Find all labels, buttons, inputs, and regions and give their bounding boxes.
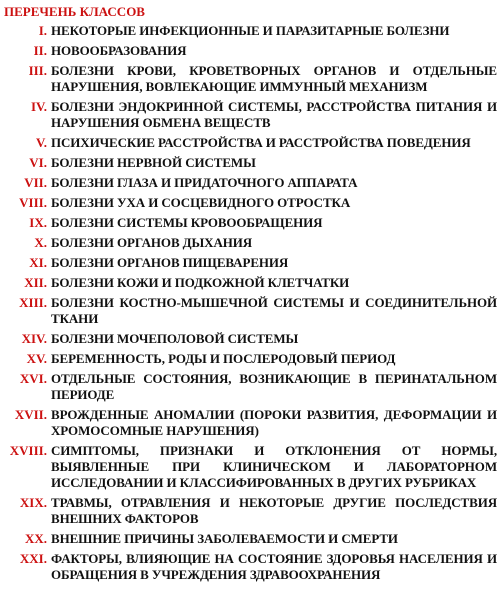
class-title: БОЛЕЗНИ ОРГАНОВ ДЫХАНИЯ <box>51 235 253 250</box>
class-title: НЕКОТОРЫЕ ИНФЕКЦИОННЫЕ И ПАРАЗИТАРНЫЕ БОЛЕЗНИ <box>51 23 450 38</box>
list-item <box>0 551 503 583</box>
list-item <box>0 175 503 191</box>
list-item <box>0 155 503 171</box>
class-title: БОЛЕЗНИ НЕРВНОЙ СИСТЕМЫ <box>51 155 256 170</box>
list-item <box>0 255 503 271</box>
roman-numeral: IV. <box>30 99 47 114</box>
roman-numeral: VII. <box>24 175 47 190</box>
class-title: ВРОЖДЕННЫЕ АНОМАЛИИ (ПОРОКИ РАЗВИТИЯ, ДЕФОРМАЦИИ И ХРОМОСОМНЫЕ НАРУШЕНИЯ) <box>51 407 497 438</box>
list-item <box>0 495 503 527</box>
roman-numeral: XXI. <box>19 551 47 566</box>
list-item <box>0 351 503 367</box>
class-title: БОЛЕЗНИ УХА И СОСЦЕВИДНОГО ОТРОСТКА <box>51 195 351 210</box>
class-title: БОЛЕЗНИ ОРГАНОВ ПИЩЕВАРЕНИЯ <box>51 255 289 270</box>
roman-numeral: I. <box>38 23 47 38</box>
list-item <box>0 99 503 131</box>
roman-numeral: VI. <box>29 155 47 170</box>
roman-numeral: XI. <box>29 255 47 270</box>
class-title: ОТДЕЛЬНЫЕ СОСТОЯНИЯ, ВОЗНИКАЮЩИЕ В ПЕРИНАТАЛЬНОМ ПЕРИОДЕ <box>51 371 497 402</box>
roman-numeral: II. <box>33 43 47 58</box>
roman-numeral: VIII. <box>19 195 47 210</box>
list-item <box>0 63 503 95</box>
list-item <box>0 531 503 547</box>
list-item <box>0 235 503 251</box>
class-title: ПСИХИЧЕСКИЕ РАССТРОЙСТВА И РАССТРОЙСТВА ПОВЕДЕНИЯ <box>51 135 471 150</box>
list-item <box>0 295 503 327</box>
document-title: ПЕРЕЧЕНЬ КЛАССОВ <box>4 4 145 19</box>
class-title: БОЛЕЗНИ ГЛАЗА И ПРИДАТОЧНОГО АППАРАТА <box>51 175 358 190</box>
roman-numeral: XV. <box>26 351 47 366</box>
class-title: НОВООБРАЗОВАНИЯ <box>51 43 187 58</box>
class-title: ТРАВМЫ, ОТРАВЛЕНИЯ И НЕКОТОРЫЕ ДРУГИЕ ПОСЛЕДСТВИЯ ВНЕШНИХ ФАКТОРОВ <box>51 495 497 526</box>
list-item <box>0 23 503 39</box>
list-item <box>0 331 503 347</box>
class-title: СИМПТОМЫ, ПРИЗНАКИ И ОТКЛОНЕНИЯ ОТ НОРМЫ, ВЫЯВЛЕННЫЕ ПРИ КЛИНИЧЕСКОМ И ЛАБОРАТОРНОМ ИССЛЕДОВАНИИ И КЛАССИФИРОВАННЫХ В ДРУГИХ РУБРИКАХ <box>51 443 497 490</box>
roman-numeral: XIX. <box>19 495 47 510</box>
class-list <box>0 23 503 587</box>
roman-numeral: XVI. <box>19 371 47 386</box>
roman-numeral: V. <box>36 135 47 150</box>
roman-numeral: XVII. <box>14 407 47 422</box>
class-title: БОЛЕЗНИ КРОВИ, КРОВЕТВОРНЫХ ОРГАНОВ И ОТДЕЛЬНЫЕ НАРУШЕНИЯ, ВОВЛЕКАЮЩИЕ ИММУННЫЙ МЕХАНИЗМ <box>51 63 497 94</box>
class-title: БЕРЕМЕННОСТЬ, РОДЫ И ПОСЛЕРОДОВЫЙ ПЕРИОД <box>51 351 396 366</box>
roman-numeral: XII. <box>24 275 47 290</box>
class-title: БОЛЕЗНИ СИСТЕМЫ КРОВООБРАЩЕНИЯ <box>51 215 323 230</box>
roman-numeral: XX. <box>24 531 47 546</box>
list-item <box>0 443 503 491</box>
class-title: БОЛЕЗНИ КОСТНО-МЫШЕЧНОЙ СИСТЕМЫ И СОЕДИНИТЕЛЬНОЙ ТКАНИ <box>51 295 497 326</box>
list-item <box>0 215 503 231</box>
class-title: ВНЕШНИЕ ПРИЧИНЫ ЗАБОЛЕВАЕМОСТИ И СМЕРТИ <box>51 531 398 546</box>
class-title: БОЛЕЗНИ ЭНДОКРИННОЙ СИСТЕМЫ, РАССТРОЙСТВА ПИТАНИЯ И НАРУШЕНИЯ ОБМЕНА ВЕЩЕСТВ <box>51 99 497 130</box>
list-item <box>0 135 503 151</box>
list-item <box>0 275 503 291</box>
class-title: БОЛЕЗНИ МОЧЕПОЛОВОЙ СИСТЕМЫ <box>51 331 299 346</box>
list-item <box>0 43 503 59</box>
list-item <box>0 195 503 211</box>
list-item <box>0 371 503 403</box>
list-item <box>0 407 503 439</box>
roman-numeral: XIV. <box>21 331 47 346</box>
roman-numeral: XVIII. <box>9 443 47 458</box>
class-title: БОЛЕЗНИ КОЖИ И ПОДКОЖНОЙ КЛЕТЧАТКИ <box>51 275 350 290</box>
roman-numeral: XIII. <box>19 295 47 310</box>
roman-numeral: III. <box>28 63 47 78</box>
roman-numeral: IX. <box>29 215 47 230</box>
roman-numeral: X. <box>34 235 47 250</box>
class-title: ФАКТОРЫ, ВЛИЯЮЩИЕ НА СОСТОЯНИЕ ЗДОРОВЬЯ НАСЕЛЕНИЯ И ОБРАЩЕНИЯ В УЧРЕЖДЕНИЯ ЗДРАВООХРАНЕНИЯ <box>51 551 497 582</box>
